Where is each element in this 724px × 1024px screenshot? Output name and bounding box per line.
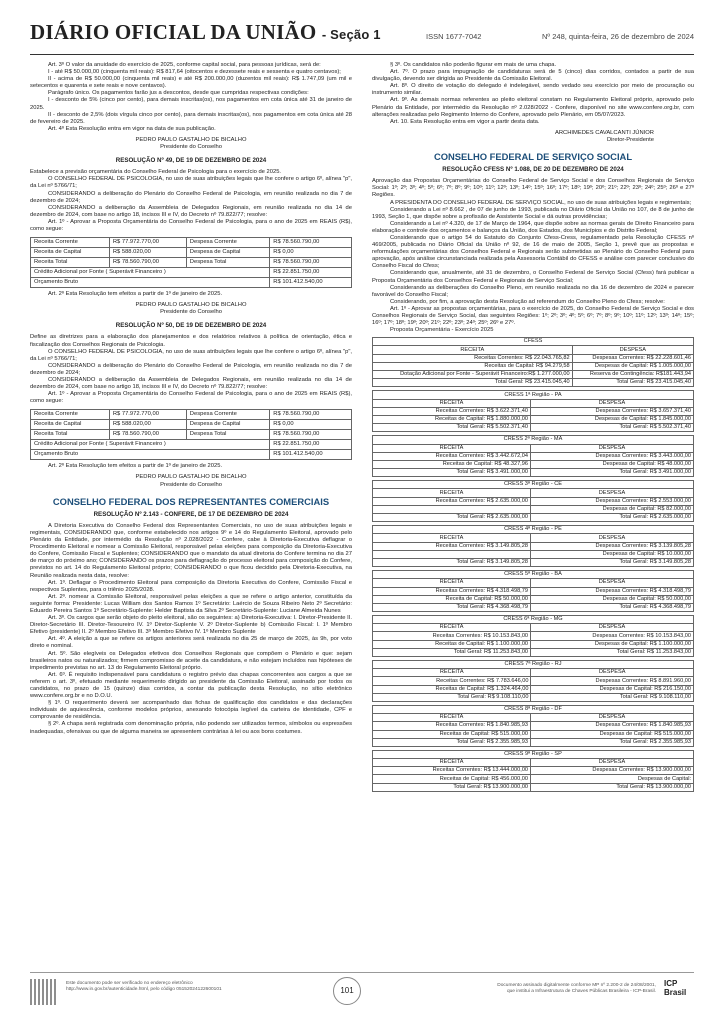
table-cell: Despesas de Capital: R$ 48.000,00 [530, 460, 693, 468]
table-row [373, 469, 694, 477]
table-cell: Despesa Total [186, 258, 270, 268]
table-cell: Receita de Capital [31, 248, 110, 258]
table-cell: Total Geral: R$ 2.635.000,00 [530, 514, 693, 522]
table-cell: Despesas Correntes: R$ 8.891.960,00 [531, 677, 694, 685]
right-column [372, 62, 694, 795]
table-cell: R$ 588.020,00 [109, 420, 186, 430]
page-number: 101 [333, 977, 361, 1005]
paragraph: Art. 2º. nomear a Comissão Eleitoral, responsável pelas eleições a que se refere o artigo anterior, constituída da seguinte forma: Presidente: Lucas William dos Santos Ramos 1º Secretário: Laércio de Souza Ribeiro Neto 2º Secretário: Eduardo Pereira Santos 1º Secretário-Suplente: Helder Baptista da Silva 2º Secretário-Suplente: Luciane Almeida Nunes [30, 593, 352, 614]
column-header: RECEITA [373, 624, 531, 632]
budget-table-50 [30, 409, 352, 460]
region-title: CFESS [373, 338, 694, 346]
paragraph: § 2º. A chapa será registrada com denominação própria, não podendo ser utilizados termos, símbolos ou expressões inadequadas, ofensivas ou que de alguma maneira se apresentem contrárias à lei ou aos bons costumes. [30, 721, 352, 735]
table-cell: R$ 78.560.790,00 [270, 258, 352, 268]
table-cell: Receita de Capital: R$ 50.000,00 [373, 595, 531, 603]
region-budget-table [372, 750, 694, 792]
table-row [373, 603, 694, 611]
table-cell: Total Geral: R$ 11.253.843,00 [531, 648, 694, 656]
table-cell: Despesas de Capital: R$ 82.000,00 [530, 505, 693, 513]
table-cell: Despesas Correntes: R$ 1.840.985,93 [530, 722, 693, 730]
table-cell [373, 550, 531, 558]
table-cell: Receita Corrente [31, 238, 110, 248]
column-header: DESPESA [531, 759, 694, 767]
table-row [373, 632, 694, 640]
region-title: CRESS 7ª Região - RJ [373, 661, 694, 669]
paragraph: CONSIDERANDO a deliberação do Plenário do Conselho Federal de Psicologia, em reunião realizada no dia 7 de dezembro de 2024; [30, 362, 352, 376]
table-cell: Receitas Correntes: R$ 4.318.498,79 [373, 587, 531, 595]
paragraph: A PRESIDENTA DO CONSELHO FEDERAL DE SERVIÇO SOCIAL, no uso de suas atribuições legais e regimentais; [390, 199, 692, 206]
column-header: DESPESA [530, 579, 693, 587]
page-header [30, 14, 694, 55]
paragraph: Considerando que o artigo 54 do Estatuto do Conjunto Cfess-Cress, regulamentado pela Resolução CFESS nº 469/2005, publicada no Diário Oficial da União nº 92, de 16 de maio de 2005, Seção 1, prevê que as propostas e reformulações orçamentárias dos Conselhos Federal e Regionais serão submetidas ao Plenário do Conselho Federal para aprovação, após análise circunstanciada realizada pela Assessoria Contábil do CFESS e análise com parecer conclusivo do Conselho Fiscal do Cfess; [372, 234, 694, 270]
table-row [373, 407, 694, 415]
paragraph: O CONSELHO FEDERAL DE PSICOLOGIA, no uso de suas atribuições legais que lhe confere o artigo 6º, alínea "p", da Lei nº 5766/71; [30, 176, 352, 190]
paragraph: Art. 3º. Os cargos que serão objeto do pleito eleitoral, são os seguintes: a) Diretoria-Executiva: I. Diretor-Presidente II. Diretor-Secretário III. Diretor-Tesoureiro IV. 1º Diretor-Suplente V. 2º Diretor-Suplente b) Comissão Fiscal: I. 1º Membro Efetivo (presidente) II. 2º Membro Efetivo III. 3º Membro Efetivo IV. 1º Membro Suplente [30, 615, 352, 636]
resolution-2143-body [30, 523, 352, 736]
paragraph: Art. 8º. O direito de votação do delegado é indelegável, sendo vedado seu exercício por meio de procuração ou instrumento similar. [372, 83, 694, 97]
table-cell: R$ 78.560.790,00 [109, 430, 186, 440]
table-cell: Receitas de Capital: R$ 94.279,58 [373, 362, 573, 370]
table-cell: Despesas Correntes: R$ 22.228.601,46 [572, 354, 693, 362]
column-header: DESPESA [530, 444, 693, 452]
table-cell: Total Geral: R$ 3.149.805,28 [530, 558, 693, 566]
table-cell: Despesas de Capital: R$ 1.845.000,00 [530, 415, 693, 423]
table-cell: Despesas de Capital: R$ 1.100.000,00 [531, 640, 694, 648]
footer-left-line-1: Este documento pode ser verificado no endereço eletrônico [66, 981, 193, 986]
column-header: RECEITA [373, 346, 573, 354]
paragraph: Art. 1º - Aprovar a Proposta Orçamentária do Conselho Federal de Psicologia, para o ano de 2025 em REAIS (R$), como segue: [30, 218, 352, 232]
column-header: RECEITA [373, 759, 531, 767]
footer-left-line-2: http://www.in.gov.br/autenticidade.html, pelo código 05152024122600101 [66, 987, 222, 992]
resolution-49-body [30, 176, 352, 233]
table-cell: Receitas Correntes: R$ 3.622.371,40 [373, 407, 531, 415]
paragraph: Art. 6º. É requisito indispensável para candidatura o registro prévio das chapas concorrentes aos cargos a que se referem o art. 3º, efetuado mediante requerimento dirigido ao presidente da Comissão Eleitoral, assinado por todos os candidatos, no prazo de 15 (quinze) dias corridos, a contar da publicação desta Resolução, no sítio eletrônico www.confere.org.br e no D.O.U. [30, 671, 352, 700]
table-cell: Receitas Correntes: R$ 7.783.646,00 [373, 677, 531, 685]
paragraph: Art. 4º. A eleição a que se refere os artigos anteriores será realizada no dia 25 de março de 2025, às 9h, por voto direto e nominal. [30, 636, 352, 650]
table-cell: R$ 77.972.770,00 [109, 410, 186, 420]
newspaper-title: DIÁRIO OFICIAL DA UNIÃO - Seção 1 [30, 20, 381, 44]
resolution-49-title: RESOLUÇÃO Nº 49, DE 19 DE DEZEMBRO DE 2024 [115, 157, 267, 165]
table-cell: Total Geral: R$ 3.149.805,28 [373, 558, 531, 566]
edition-label: Nº 248, quinta-feira, 26 de dezembro de 2024 [541, 32, 694, 41]
column-header: DESPESA [530, 534, 693, 542]
paragraph: Art. 1º - Aprovar a Proposta Orçamentária do Conselho Federal de Psicologia, para o ano de 2025 em REAIS (R$), como segue: [30, 391, 352, 405]
table-cell: Receitas Correntes: R$ 3.149.805,28 [373, 542, 531, 550]
table-row [373, 514, 694, 522]
region-budget-table [372, 390, 694, 432]
table-cell: Receitas Correntes: R$ 3.442.672,04 [373, 452, 531, 460]
budget-table-49 [30, 237, 352, 288]
table-cell: Total Geral: R$ 13.900.000,00 [531, 783, 694, 791]
table-cell: Despesas de Capital: R$ 1.005.000,00 [572, 362, 693, 370]
table-row [31, 410, 352, 420]
paragraph: A Diretoria Executiva do Conselho Federal dos Representantes Comerciais, no uso de suas atribuições legais e regimentais, CONSIDERANDO que, conforme estabelecido nos artigos 9º e 14 do Regulamento Eleitoral, aprovado pelo Plenário da Entidade, por intermédio da Resolução nº 2.028/2022 - Confere, cabe à Diretoria-Executiva deflagrar o Procedimento Eleitoral e nomear a Comissão Eleitoral, responsável pelas eleições para composição da Diretoria-Executiva do Confere, Comissão Fiscal e Suplentes; CONSIDERANDO que o mandato da atual diretoria do Confere termina no dia 27 de março do próximo ano; CONSIDERANDO os prazos para deflagração do processo eleitoral para composição do Confere, previstos no art. 14 do Regulamento Eleitoral próprio; CONSIDERANDO o que ficou decidido pela Diretoria-Executiva, na Reunião realizada nesta data, resolve: [30, 522, 352, 579]
signature-name: PEDRO PAULO GASTALHO DE BICALHO [135, 136, 247, 143]
left-column [30, 62, 352, 736]
paragraph: § 3º. Os candidatos não poderão figurar em mais de uma chapa. [390, 62, 557, 68]
column-header: DESPESA [530, 399, 693, 407]
footer-right-line-2: que institui a Infraestrutura de Chaves Públicas Brasileira - ICP-Brasil. [506, 989, 656, 994]
table-cell: Crédito Adicional por Fonte ( Superávit Financeiro ) [31, 440, 270, 450]
paragraph: Art. 4º Esta Resolução entra em vigor na data de sua publicação. [48, 125, 216, 132]
table-row [373, 371, 694, 379]
table-cell: Despesa Corrente [186, 238, 270, 248]
column-header: RECEITA [373, 579, 531, 587]
council-title-cfess: CONSELHO FEDERAL DE SERVIÇO SOCIAL [433, 151, 633, 163]
column-header: RECEITA [373, 669, 531, 677]
table-cell: Despesas de Capital: [531, 775, 694, 783]
table-row [373, 505, 694, 513]
column-header: RECEITA [373, 489, 531, 497]
table-row [373, 595, 694, 603]
column-header: RECEITA [373, 444, 531, 452]
region-title: CRESS 1ª Região - PA [373, 391, 694, 399]
icp-brasil-logo: ICP Brasil [664, 979, 687, 997]
table-cell: Receitas Correntes: R$ 13.444.000,00 [373, 767, 531, 775]
table-cell: Receita Total [31, 430, 110, 440]
table-row [373, 362, 694, 370]
table-cell: Crédito Adicional por Fonte ( Superávit Financeiro ) [31, 268, 270, 278]
table-cell: Total Geral: R$ 23.415.045,40 [572, 379, 693, 387]
signature-role: Presidente do Conselho [160, 309, 222, 316]
table-cell: Despesas de Capital: R$ 216.150,00 [531, 685, 694, 693]
table-cell: Total Geral: R$ 9.108.110,00 [373, 693, 531, 701]
resolution-50-art2: Art. 2º Esta Resolução tem efeitos a partir de 1º de janeiro de 2025. [48, 463, 223, 470]
table-cell: Despesas Correntes: R$ 3.139.805,28 [530, 542, 693, 550]
region-budget-table [372, 570, 694, 612]
table-cell: Total Geral: R$ 2.355.985,93 [530, 738, 693, 746]
table-cell: Total Geral: R$ 13.900.000,00 [373, 783, 531, 791]
column-header: RECEITA [373, 714, 531, 722]
table-row [373, 415, 694, 423]
signature-name: ARCHIMEDES CAVALCANTI JÚNIOR [555, 129, 654, 136]
table-row [373, 424, 694, 432]
table-row [373, 587, 694, 595]
column-header: DESPESA [530, 489, 693, 497]
region-title: CRESS 4ª Região - PE [373, 526, 694, 534]
region-title: CRESS 3ª Região - CE [373, 481, 694, 489]
table-cell: Receitas de Capital: R$ 1.880.000,00 [373, 415, 531, 423]
column-header: DESPESA [530, 714, 693, 722]
table-row [373, 730, 694, 738]
table-row [31, 450, 352, 460]
table-cell: R$ 78.560.790,00 [270, 430, 352, 440]
table-cell: Despesas de Capital: R$ 50.000,00 [530, 595, 693, 603]
signature-block-3 [372, 130, 694, 144]
paragraph: CONSIDERANDO a deliberação do Plenário do Conselho Federal de Psicologia, em reunião realizada no dia 7 de dezembro de 2024; [30, 190, 352, 204]
footer-right-line-1: Documento assinado digitalmente conforme MP nº 2.200-2 de 24/08/2001, [497, 983, 656, 988]
council-title-confere: CONSELHO FEDERAL DOS REPRESENTANTES COMERCIAIS [52, 495, 330, 507]
table-row [31, 238, 352, 248]
paragraph: Art. 3º O valor da anuidade do exercício de 2025, conforme capital social, para pessoas jurídicas, será de: [48, 62, 321, 68]
resolution-cfess-title: RESOLUÇÃO CFESS Nº 1.088, DE 20 DE DEZEMBRO DE 2024 [442, 166, 624, 174]
signature-name: PEDRO PAULO GASTALHO DE BICALHO [135, 474, 247, 481]
table-row [373, 677, 694, 685]
table-cell: Total Geral: R$ 2.635.000,00 [373, 514, 531, 522]
table-cell: Receitas de Capital: R$ 515.000,00 [373, 730, 531, 738]
region-budget-table [372, 480, 694, 522]
table-cell: R$ 22.851.750,00 [270, 268, 352, 278]
table-row [373, 452, 694, 460]
table-cell: Receitas Correntes: R$ 22.043.765,82 [373, 354, 573, 362]
table-cell: Total Geral: R$ 11.253.843,00 [373, 648, 531, 656]
region-title: CRESS 5ª Região - BA [373, 571, 694, 579]
table-cell: Total Geral: R$ 4.368.498,79 [530, 603, 693, 611]
paragraph: Art. 9º. As demais normas referentes ao pleito eleitoral constam no Regulamento Eleitoral próprio, aprovado pelo Plenário da Entidade, por intermédio da Resolução nº 2.028/2022 - Confere, disponível no site www.confere.org.br, com alterações realizadas pelo Regimento Interno do Confere, aprovado pelo Plenário, em 05/07/2023. [372, 97, 694, 118]
paragraph: Parágrafo único. Os pagamentos farão jus a descontos, desde que cumpridas respectivas condições: [48, 90, 309, 97]
table-cell: Despesa de Capital [186, 248, 270, 258]
paragraph: Proposta Orçamentária - Exercício 2025 [390, 327, 494, 334]
table-cell: Total Geral: R$ 5.502.371,40 [373, 424, 531, 432]
page-footer [30, 972, 694, 1013]
table-cell: Despesas de Capital: R$ 515.000,00 [530, 730, 693, 738]
paragraph: Art. 1º. Deflagar o Procedimento Eleitoral para composição da Diretoria Executiva do Confere, Comissão Fiscal e respectivos Suplentes, para o triênio 2025/2028. [30, 579, 352, 593]
table-cell: Total Geral: R$ 3.491.000,00 [530, 469, 693, 477]
region-budget-table [372, 435, 694, 477]
table-cell: R$ 101.412.540,00 [270, 450, 352, 460]
resolution-49-art2: Art. 2º Esta Resolução tem efeitos a partir de 1º de janeiro de 2025. [48, 291, 223, 298]
table-cell: Dotação Adicional por Fonte - Superávit Financeiro:R$ 1.277.000,00 [373, 371, 573, 379]
table-cell: Despesas Correntes: R$ 13.900.000,00 [531, 767, 694, 775]
table-row [373, 783, 694, 791]
region-budget-table [372, 525, 694, 567]
table-row [31, 430, 352, 440]
table-cell: R$ 0,00 [270, 248, 352, 258]
resolution-50-ementa: Define as diretrizes para a elaboração dos planejamentos e dos relatórios relativos à política de orientação, ética e fiscalização dos Conselhos Regionais de Psicologia. [30, 334, 352, 348]
paragraph: I - desconto de 5% (cinco por cento), para demais inscritas(os), nos pagamentos em cota única até 31 de janeiro de 2025. [30, 97, 352, 111]
paragraph: § 1º. O requerimento deverá ser acompanhado das fichas de qualificação dos candidatos e das declarações individuais de aquiescência, conforme modelos próprios, anexando fotocópia legível da carteira de identidade, CPF e comprovante de residência. [30, 700, 352, 721]
table-row [373, 379, 694, 387]
resolution-2143-title: RESOLUÇÃO Nº 2.143 - CONFERE, DE 17 DE DEZEMBRO DE 2024 [93, 510, 289, 518]
column-header: DESPESA [531, 624, 694, 632]
paragraph: I - até R$ 50.000,00 (cinquenta mil reais): R$ 817,64 (oitocentos e dezessete reais e sessenta e quatro centavos); [48, 69, 341, 76]
table-cell: R$ 0,00 [270, 420, 352, 430]
table-cell: Receitas Correntes: R$ 2.635.000,00 [373, 497, 531, 505]
paragraph: Art. 7º. O prazo para impugnação de candidaturas será de 5 (cinco) dias corridos, contados a partir de sua divulgação, devendo ser dirigida ao Presidente da Comissão Eleitoral. [372, 69, 694, 83]
table-cell: Total Geral: R$ 9.108.110,00 [531, 693, 694, 701]
right-intro-text [372, 62, 694, 126]
table-cell: R$ 77.972.770,00 [109, 238, 186, 248]
table-cell: Total Geral: R$ 3.491.000,00 [373, 469, 531, 477]
table-cell: Total Geral: R$ 4.368.498,79 [373, 603, 531, 611]
table-cell: R$ 78.560.790,00 [270, 238, 352, 248]
paragraph: Considerando que, anualmente, até 31 de dezembro, o Conselho Federal de Serviço Social (Cfess) fará publicar a Proposta Orçamentária dos Conselhos Federal e Regionais de Serviço Social; [372, 270, 694, 284]
table-row [373, 767, 694, 775]
signature-block-1b [30, 302, 352, 316]
signature-role: Presidente do Conselho [160, 481, 222, 488]
table-row [373, 640, 694, 648]
region-budget-table [372, 337, 694, 387]
region-budget-table [372, 615, 694, 657]
paragraph: Considerando a Lei nº 8.662 , de 07 de junho de 1993, publicada no Diário Oficial da União no 107, de 8 de junho de 1993, Seção 1, que dispõe sobre a profissão de Assistente Social e dá outras providências; [372, 206, 694, 220]
resolution-cfess-ementa: Aprovação das Propostas Orçamentárias do Conselho Federal de Serviço Social e dos Conselhos Regionais de Serviço Social: 1º; 2º; 3º; 4º; 5º; 6º; 7º; 8º; 9º; 10º; 11º; 12º; 13º; 14º; 15º; 16º; 17º; 18º; 19º; 20º; 21º; 22º; 23º; 24º; 25º; 26º e 27º Regiões. [372, 178, 694, 199]
region-budget-table [372, 660, 694, 702]
table-cell: Orçamento Bruto [31, 450, 270, 460]
table-cell: R$ 101.412.540,00 [270, 278, 352, 288]
section-label: - Seção 1 [321, 27, 381, 42]
table-cell: Despesas Correntes: R$ 2.553.000,00 [530, 497, 693, 505]
footer-signature-text [426, 983, 656, 995]
table-row [31, 278, 352, 288]
table-cell: Despesas Correntes: R$ 3.443.000,00 [530, 452, 693, 460]
table-cell: Total Geral: R$ 5.502.371,40 [530, 424, 693, 432]
table-cell: Receitas Correntes: R$ 1.840.985,93 [373, 722, 531, 730]
paragraph: O CONSELHO FEDERAL DE PSICOLOGIA, no uso de suas atribuições legais que lhe confere o artigo 6º, alínea "p", da Lei nº 5766/71; [30, 348, 352, 362]
table-cell: R$ 78.560.790,00 [109, 258, 186, 268]
paragraph: Art. 5º. São elegíveis os Delegados efetivos dos Conselhos Regionais que compõem o Plenário e que: sejam brasileiros natos ou naturalizados; firmem compromisso de aceite da candidatura, e não estejam incluídos nas hipóteses de impedimento previstas no art. 13 do Regulamento Eleitoral próprio. [30, 650, 352, 671]
table-cell: Receita Total [31, 258, 110, 268]
paragraph: CONSIDERANDO a deliberação da Assembleia de Delegados Regionais, em reunião realizada no dia 14 de dezembro de 2024, com base no artigo 18, incisos III e IV, do Decreto nº 79.822/77; resolve: [30, 204, 352, 218]
table-row [373, 497, 694, 505]
table-row [31, 420, 352, 430]
resolution-50-body [30, 349, 352, 406]
table-row [373, 558, 694, 566]
column-header: RECEITA [373, 534, 531, 542]
table-row [373, 693, 694, 701]
paragraph: Art. 1º - Aprovar as propostas orçamentárias, para o exercício de 2025, do Conselho Federal de Serviço Social e dos Conselhos Regionais de Serviço Social, das seguintes Regiões: 1º; 2º; 3º; 4º; 5º; 6º; 7º; 8º; 9º; 10º; 11º; 12º; 13º; 14º; 15º; 16º; 17º; 18º; 19º; 20º; 21º; 22º; 23º; 24º; 25º; 26º e 27º. [372, 305, 694, 327]
column-header: DESPESA [572, 346, 693, 354]
paragraph: II - acima de R$ 50.000,00 (cinquenta mil reais) e até R$ 200.000,00 (duzentos mil reais): R$ 1.747,09 (um mil e setecentos e quarenta e sete reais e nove centavos). [30, 76, 352, 90]
table-row [373, 738, 694, 746]
table-row [373, 542, 694, 550]
paragraph: Art. 10. Esta Resolução entra em vigor a partir desta data. [390, 118, 540, 125]
left-intro-text [30, 62, 352, 133]
cfess-budget-tables [372, 337, 694, 792]
column-header: RECEITA [373, 399, 531, 407]
table-row [373, 354, 694, 362]
paragraph: II - desconto de 2,5% (dois vírgula cinco por cento), para demais inscritas(os), nos pagamentos em cota única até 28 de fevereiro de 2025. [30, 111, 352, 125]
table-row [373, 648, 694, 656]
paragraph: Considerando a Lei nº 4.320, de 17 de Março de 1964, que dispõe sobre as normas gerais de Direito Financeiro para elaboração e controle dos orçamentos e balanços da União, dos Estados, dos Municípios e do Distrito Federal; [372, 220, 694, 234]
table-cell: Receitas de Capital: R$ 1.100.000,00 [373, 640, 531, 648]
region-title: CRESS 9ª Região - SP [373, 750, 694, 758]
table-row [373, 550, 694, 558]
resolution-cfess-body [372, 200, 694, 335]
table-cell: Orçamento Bruto [31, 278, 270, 288]
table-cell: R$ 22.851.750,00 [270, 440, 352, 450]
table-cell: R$ 588.020,00 [109, 248, 186, 258]
table-cell: Despesas Correntes: R$ 4.318.498,79 [530, 587, 693, 595]
paragraph: Considerando, por fim, a aprovação desta Resolução ad referendum do Conselho Pleno do Cfess; resolve: [390, 298, 665, 305]
signature-block-1 [30, 137, 352, 151]
table-cell: Receitas de Capital: R$ 48.327,96 [373, 460, 531, 468]
signature-role: Presidente do Conselho [160, 144, 222, 151]
paragraph: CONSIDERANDO a deliberação da Assembleia de Delegados Regionais, em reunião realizada no dia 14 de dezembro de 2024, com base no artigo 18, incisos III e IV, do Decreto nº 79.822/77; resolve: [30, 377, 352, 391]
table-cell: Despesas Correntes: R$ 10.153.843,00 [531, 632, 694, 640]
table-row [31, 268, 352, 278]
table-row [373, 685, 694, 693]
issn-label: ISSN 1677-7042 [426, 32, 482, 41]
table-cell: Despesas Correntes: R$ 3.657.371,40 [530, 407, 693, 415]
region-title: CRESS 6ª Região - MG [373, 616, 694, 624]
table-cell: Total Geral: R$ 23.415.045,40 [373, 379, 573, 387]
resolution-49-ementa: Estabelece a previsão orçamentária do Conselho Federal de Psicologia para o exercício de 2025. [30, 169, 282, 176]
footer-verification-text [30, 981, 296, 993]
table-cell: Receita Corrente [31, 410, 110, 420]
table-row [373, 460, 694, 468]
table-cell: Receitas de Capital: R$ 456.000,00 [373, 775, 531, 783]
table-cell: Receitas Correntes: R$ 10.153.843,00 [373, 632, 531, 640]
signature-name: PEDRO PAULO GASTALHO DE BICALHO [135, 302, 247, 309]
table-cell: Total Geral: R$ 2.355.985,93 [373, 738, 531, 746]
paragraph: Considerando as deliberações do Conselho Pleno, em reunião realizada no dia 16 de dezembro de 2024 e parecer favorável do Conselho Fiscal; [372, 284, 694, 298]
table-cell: Despesa Corrente [186, 410, 270, 420]
resolution-50-title: RESOLUÇÃO Nº 50, DE 19 DE DEZEMBRO DE 2024 [115, 322, 267, 330]
table-row [373, 775, 694, 783]
table-row [373, 722, 694, 730]
column-header: DESPESA [531, 669, 694, 677]
table-cell: Despesa Total [186, 430, 270, 440]
table-cell: R$ 78.560.790,00 [270, 410, 352, 420]
table-cell [373, 505, 531, 513]
table-row [31, 440, 352, 450]
table-cell: Receitas de Capital: R$ 1.324.464,00 [373, 685, 531, 693]
region-title: CRESS 2ª Região - MA [373, 436, 694, 444]
signature-block-2 [30, 474, 352, 488]
region-title: CRESS 8ª Região - DF [373, 705, 694, 713]
table-cell: Despesas de Capital: R$ 10.000,00 [530, 550, 693, 558]
signature-role: Diretor-Presidente [606, 136, 654, 143]
table-row [31, 248, 352, 258]
table-cell: Despesa de Capital [186, 420, 270, 430]
region-budget-table [372, 705, 694, 747]
table-cell: Reserva de Contingência: R$181.443,94 [572, 371, 693, 379]
table-cell: Receita de Capital [31, 420, 110, 430]
table-row [31, 258, 352, 268]
